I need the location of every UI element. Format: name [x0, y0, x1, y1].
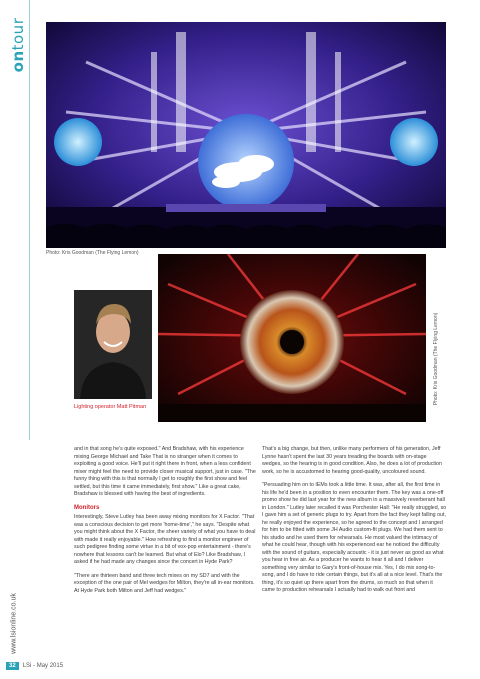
article-column-right — [262, 446, 447, 601]
side-photo-credit-text: Photo: Kris Goodman (The Flying Lemon) — [433, 312, 439, 406]
article-paragraph: That's a big change, but then, unlike many performers of his generation, Jeff Lynne hasn't spent the last 30 years treading the boards with on-stage wedges, so the hearing is in good condition. Also, he does a lot of production work, so he is accustomed to hearing good-quality, uncoloured sound. — [262, 446, 442, 475]
article-column-left — [74, 446, 259, 601]
website-url-text: www.lsionline.co.uk — [10, 593, 18, 654]
concert-photo-eye — [156, 252, 428, 424]
portrait-photo — [72, 288, 154, 401]
page-footer — [6, 662, 63, 670]
section-tag — [8, 12, 28, 82]
article-paragraph: and in that song he's quite exposed." And Bradshaw, with his experience mixing George Michael and Take That is no stranger when it comes to exploiting a good voice. He'll put it right there in front, when a less confident mixer might feel the need to provide closer musical support, just in case. "The funny thing with this is that normally I get to roughly the first show and feel settled, but this time it came immediately, first show." Like a great cake, Bradshaw is blessed with having the best of ingredients. — [74, 446, 256, 497]
side-photo-credit — [432, 300, 440, 420]
subheading-monitors: Monitors — [74, 504, 100, 511]
section-tag-tour: tour — [9, 17, 27, 51]
section-tag-on: on — [9, 50, 27, 73]
section-divider — [29, 0, 30, 440]
concert-photo-main — [46, 22, 446, 248]
article-paragraph: "Persuading him on to IEMs took a little time. It was, after all, the first time in his life he'd been in a position to even encounter them. The key was a one-off promo show he did last year for the new album in a massively reverberant hall in London." Lutley later recalled it was Porchester Hall: "He really struggled, so I gave him a set of generic plugs to try. Apart from the fact they kept falling out, he really enjoyed the experience, so he agreed to the concept and I arranged for him to be fitted with some JH Audio custom-fit plugs. We had them sent to his studio and he used them for rehearsals. He most valued the intimacy of what he could hear, though with his experienced ear he noticed the difficulty with the sound of guitars, especially acoustic - it is just never as good as what you hear in free air. As a producer he wants to hear it all and I deliver something very similar to Gary's front-of-house mix. Yes, I do mix song-to-song, and I do have to ride certain things, but it's all at a nice level. That's the thing, it's so quiet up there apart from the drums, so much so that when it came to production rehearsals I actually had to walk out front and — [262, 482, 447, 593]
article-paragraph: "There are thirteen band and three tech mixes on my SD7 and with the exception of the one pair of Mel wedges for Milton, they're all in-ear monitors. At Hyde Park both Milton and Jeff had wedges." — [74, 572, 255, 594]
portrait-caption: Lighting operator Matt Pitman — [74, 404, 147, 410]
main-photo-credit: Photo: Kris Goodman (The Flying Lemon) — [46, 250, 139, 256]
website-url — [4, 593, 24, 660]
article-paragraph: Interestingly, Steve Lutley has been away mixing monitors for X Factor. "That was a conscious decision to get more 'home-time'," he says. "Despite what you might think about the X Factor, the sheer variety of what you have to deal with made it really enjoyable." How refreshing to find a monitor engineer of such pedigree finding some virtue in a bit of vox-pop entertainment - there's nowhere that lessons can't be learned. But what of Elo? Like Bradshaw, I asked if he had made any changes since the concert in Hyde Park? — [74, 514, 256, 565]
issue-label: LSi - May 2015 — [22, 663, 64, 669]
page-number: 32 — [6, 662, 19, 670]
